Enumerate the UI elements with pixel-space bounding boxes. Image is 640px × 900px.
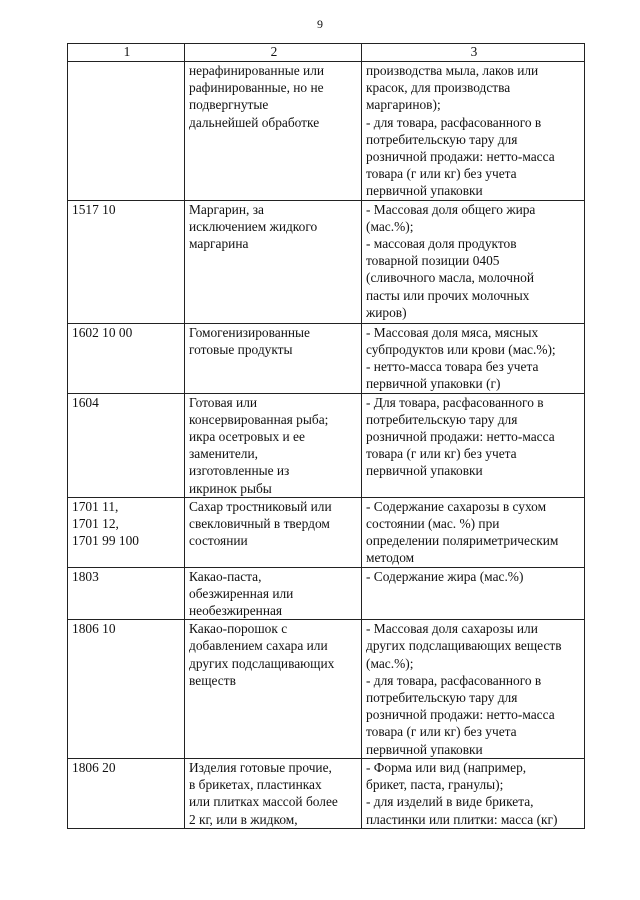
column-header-1: 1 [68,44,185,62]
tariff-code-cell [68,620,185,759]
cell-text-line: 1701 12, [72,516,119,532]
cell-text-line: готовые продукты [189,341,293,357]
cell-text-line: в брикетах, пластинках [189,777,322,793]
table-row [68,620,585,759]
cell-text-line: Какао-паста, [189,568,262,584]
cell-text-line: - Массовая доля сахарозы или [366,621,538,637]
cell-text-line: изготовленные из [189,463,290,479]
cell-text-line: необезжиренная [189,603,283,619]
cell-text-line: состоянии [189,533,248,549]
product-name-cell [185,497,362,567]
cell-text-line: свекловичный в твердом [189,516,330,532]
table-body [68,62,585,829]
cell-text-line: пасты или прочих молочных [366,287,530,303]
cell-text-line: (сливочного масла, молочной [366,270,535,286]
cell-text-line: Изделия готовые прочие, [189,759,332,775]
cell-text-line: 1803 [72,568,99,584]
cell-text-line: Готовая или [189,394,258,410]
column-header-3: 3 [362,44,585,62]
cell-text-line: консервированная рыба; [189,411,329,427]
cell-text-line: первичной упаковки [366,741,483,757]
product-name-cell [185,323,362,393]
cell-text-line: маргаринов); [366,97,441,113]
cell-text-line: обезжиренная или [189,585,294,601]
cell-text-line: (мас.%); [366,218,414,234]
cell-text-line: икра осетровых и ее [189,429,305,445]
tariff-code-cell [68,62,185,201]
cell-text-line: жиров) [366,304,407,320]
tariff-code-cell [68,758,185,828]
cell-text-line: 1806 10 [72,621,116,637]
cell-text-line: брикет, паста, гранулы); [366,777,504,793]
table-row [68,393,585,497]
product-name-cell [185,620,362,759]
cell-text-line: розничной продажи: нетто-масса [366,707,555,723]
cell-text-line: - Массовая доля мяса, мясных [366,324,539,340]
cell-text-line: товарной позиции 0405 [366,253,500,269]
cell-text-line: потребительскую тару для [366,690,518,706]
cell-text-line: Сахар тростниковый или [189,498,332,514]
cell-text-line: икринок рыбы [189,480,272,496]
cell-text-line: рафинированные, но не [189,80,324,96]
requirements-cell [362,200,585,323]
cell-text-line: пластинки или плитки: масса (кг) [366,811,558,827]
cell-text-line: исключением жидкого [189,218,318,234]
cell-text-line: красок, для производства [366,80,511,96]
cell-text-line: розничной продажи: нетто-масса [366,429,555,445]
cell-text-line: веществ [189,672,236,688]
tariff-requirements-table [67,43,585,829]
cell-text-line: - нетто-масса товара без учета [366,359,539,375]
requirements-cell [362,758,585,828]
table-row [68,567,585,620]
requirements-cell [362,393,585,497]
product-name-cell [185,200,362,323]
cell-text-line: дальнейшей обработке [189,114,320,130]
cell-text-line: других подслащивающих [189,655,335,671]
cell-text-line: (мас.%); [366,655,414,671]
cell-text-line: определении поляриметрическим [366,533,559,549]
column-header-2: 2 [185,44,362,62]
cell-text-line: товара (г или кг) без учета [366,724,517,740]
cell-text-line: маргарина [189,236,249,252]
cell-text-line: 1602 10 00 [72,324,133,340]
product-name-cell [185,758,362,828]
cell-text-line: первичной упаковки [366,183,483,199]
cell-text-line: - для изделий в виде брикета, [366,794,534,810]
requirements-cell [362,62,585,201]
cell-text-line: - Массовая доля общего жира [366,201,536,217]
product-name-cell [185,567,362,620]
tariff-code-cell [68,497,185,567]
cell-text-line: производства мыла, лаков или [366,63,539,78]
cell-text-line: других подслащивающих веществ [366,638,562,654]
cell-text-line: подвергнутые [189,97,269,113]
product-name-cell [185,393,362,497]
tariff-code-cell [68,200,185,323]
cell-text-line: первичной упаковки (г) [366,376,501,392]
requirements-cell [362,567,585,620]
table-row [68,62,585,201]
tariff-code-cell [68,393,185,497]
table-row [68,323,585,393]
cell-text-line: заменители, [189,446,258,462]
cell-text-line: 1701 99 100 [72,533,139,549]
cell-text-line: - Форма или вид (например, [366,759,527,775]
cell-text-line: потребительскую тару для [366,411,518,427]
requirements-cell [362,497,585,567]
cell-text-line: потребительскую тару для [366,131,518,147]
cell-text-line: 1604 [72,394,99,410]
cell-text-line: 1517 10 [72,201,116,217]
cell-text-line: 1701 11, [72,498,119,514]
cell-text-line: - для товара, расфасованного в [366,672,542,688]
cell-text-line: - массовая доля продуктов [366,236,517,252]
cell-text-line: Гомогенизированные [189,324,310,340]
cell-text-line: состоянии (мас. %) при [366,516,500,532]
cell-text-line: или плитках массой более [189,794,338,810]
table-row [68,200,585,323]
cell-text-line: субпродуктов или крови (мас.%); [366,341,556,357]
table-row [68,497,585,567]
cell-text-line: добавлением сахара или [189,638,328,654]
cell-text-line: 1806 20 [72,759,116,775]
table-header-row [68,44,585,62]
table-row [68,758,585,828]
requirements-cell [362,323,585,393]
page-number: 9 [317,17,323,31]
requirements-cell [362,620,585,759]
cell-text-line: - для товара, расфасованного в [366,114,542,130]
tariff-code-cell [68,567,185,620]
tariff-code-cell [68,323,185,393]
cell-text-line: Какао-порошок с [189,621,288,637]
cell-text-line: товара (г или кг) без учета [366,446,517,462]
product-name-cell [185,62,362,201]
cell-text-line: розничной продажи: нетто-масса [366,149,555,165]
cell-text-line: - Для товара, расфасованного в [366,394,544,410]
cell-text-line: первичной упаковки [366,463,483,479]
cell-text-line: методом [366,550,415,566]
cell-text-line: - Содержание сахарозы в сухом [366,498,547,514]
cell-text-line: Маргарин, за [189,201,264,217]
cell-text-line: товара (г или кг) без учета [366,166,517,182]
cell-text-line: - Содержание жира (мас.%) [366,568,524,584]
cell-text-line: 2 кг, или в жидком, [189,811,298,827]
cell-text-line: нерафинированные или [189,63,325,78]
